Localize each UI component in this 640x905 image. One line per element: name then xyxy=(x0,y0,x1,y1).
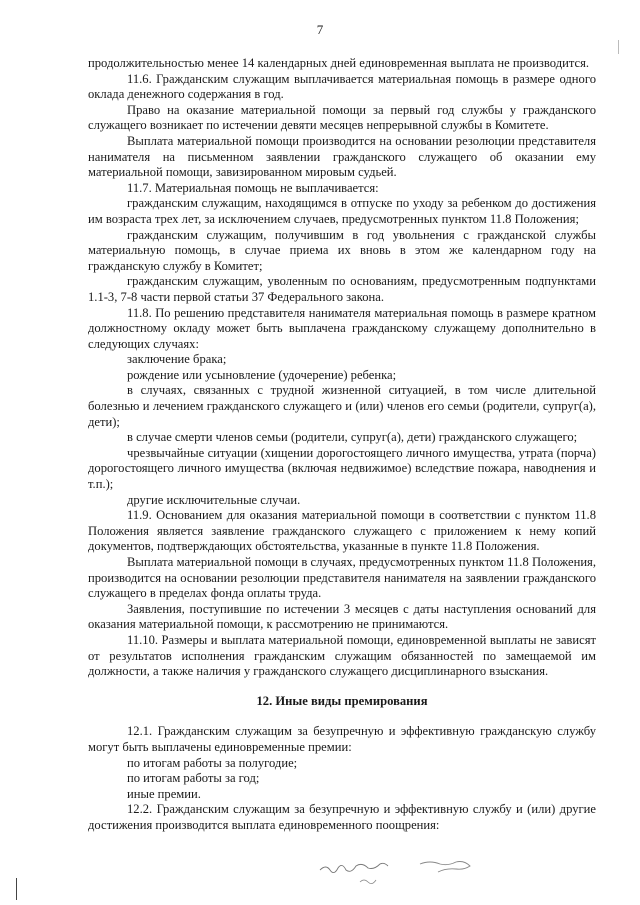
paragraph: гражданским служащим, находящимся в отпуске по уходу за ребенком до достижения им возраста трех лет, за исключением случаев, предусмотренных пунктом 11.8 Положения; xyxy=(88,196,596,226)
paragraph: заключение брака; xyxy=(127,352,227,367)
paragraph: продолжительностью менее 14 календарных дней единовременная выплата не производится. xyxy=(88,56,590,70)
paragraph: в случаях, связанных с трудной жизненной ситуацией, в том числе длительной болезнью и лечением гражданского служащего и (или) членов его семьи (родители, супруг(а), дети); xyxy=(88,383,596,429)
handwritten-signature xyxy=(300,850,520,890)
scan-artifact xyxy=(618,40,619,54)
page-number: 7 xyxy=(316,22,324,37)
paragraph: 12.1. Гражданским служащим за безупречную и эффективную гражданскую службу могут быть выплачены единовременные премии: xyxy=(88,724,596,754)
document-body xyxy=(88,56,596,834)
paragraph: по итогам работы за год; xyxy=(127,771,260,786)
paragraph-group-section-11 xyxy=(88,56,596,680)
paragraph: 11.7. Материальная помощь не выплачивается: xyxy=(127,180,379,195)
paragraph: 11.10. Размеры и выплата материальной помощи, единовременной выплаты не зависят от результатов исполнения гражданским служащим обязанностей по замещаемой им должности, а также наличия у гражданского служащего дисциплинарного взыскания. xyxy=(88,632,596,679)
paragraph: по итогам работы за полугодие; xyxy=(127,755,298,770)
section-title: 12. Иные виды премирования xyxy=(256,693,428,708)
paragraph: другие исключительные случаи. xyxy=(127,492,301,507)
paragraph: гражданским служащим, получившим в год увольнения с гражданской службы материальную помощь, в случае приема их вновь в этом же календарном году на гражданскую службу в Комитет; xyxy=(88,227,596,273)
paragraph: 12.2. Гражданским служащим за безупречную и эффективную службу и (или) другие достижения производится выплата единовременного поощрения: xyxy=(88,802,596,832)
paragraph: 11.9. Основанием для оказания материальной помощи в соответствии с пунктом 11.8 Положения является заявление гражданского служащего с приложением к нему копий документов, подтверждающих обстоятельства, указанные в пункте 11.8 Положения. xyxy=(88,508,596,554)
paragraph: рождение или усыновление (удочерение) ребенка; xyxy=(127,367,397,382)
paragraph-group-section-12 xyxy=(88,724,596,833)
paragraph: иные премии. xyxy=(127,786,201,801)
paragraph: Выплата материальной помощи в случаях, предусмотренных пунктом 11.8 Положения, производится на основании резолюции представителя нанимателя на заявлении гражданского служащего в пределах фонда оплаты труда. xyxy=(88,555,596,601)
paragraph: чрезвычайные ситуации (хищении дорогостоящего личного имущества, утрата (порча) дорогостоящего личного имущества (включая недвижимое) вследствие пожара, наводнения и т.п.); xyxy=(88,445,596,492)
paragraph: в случае смерти членов семьи (родители, супруг(а), дети) гражданского служащего; xyxy=(127,430,578,445)
paragraph: гражданским служащим, уволенным по основаниям, предусмотренным подпунктами 1.1-3, 7-8 части первой статьи 37 Федерального закона. xyxy=(88,274,596,304)
paragraph: Выплата материальной помощи производится на основании резолюции представителя нанимателя на письменном заявлении гражданского служащего об оказании ему материальной помощи, завизированном мировым судьей. xyxy=(88,133,596,180)
paragraph: 11.6. Гражданским служащим выплачивается материальная помощь в размере одного оклада денежного содержания в год. xyxy=(88,71,596,102)
paragraph: Заявления, поступившие по истечении 3 месяцев с даты наступления оснований для оказания материальной помощи, к рассмотрению не принимаются. xyxy=(88,601,596,632)
paragraph: Право на оказание материальной помощи за первый год службы у гражданского служащего возникает по истечении девяти месяцев непрерывной службы в Комитете. xyxy=(88,102,596,133)
margin-line xyxy=(16,878,17,900)
paragraph: 11.8. По решению представителя нанимателя материальная помощь в размере кратном должностному окладу может быть выплачена гражданскому служащему дополнительно в следующих случаях: xyxy=(88,305,596,351)
